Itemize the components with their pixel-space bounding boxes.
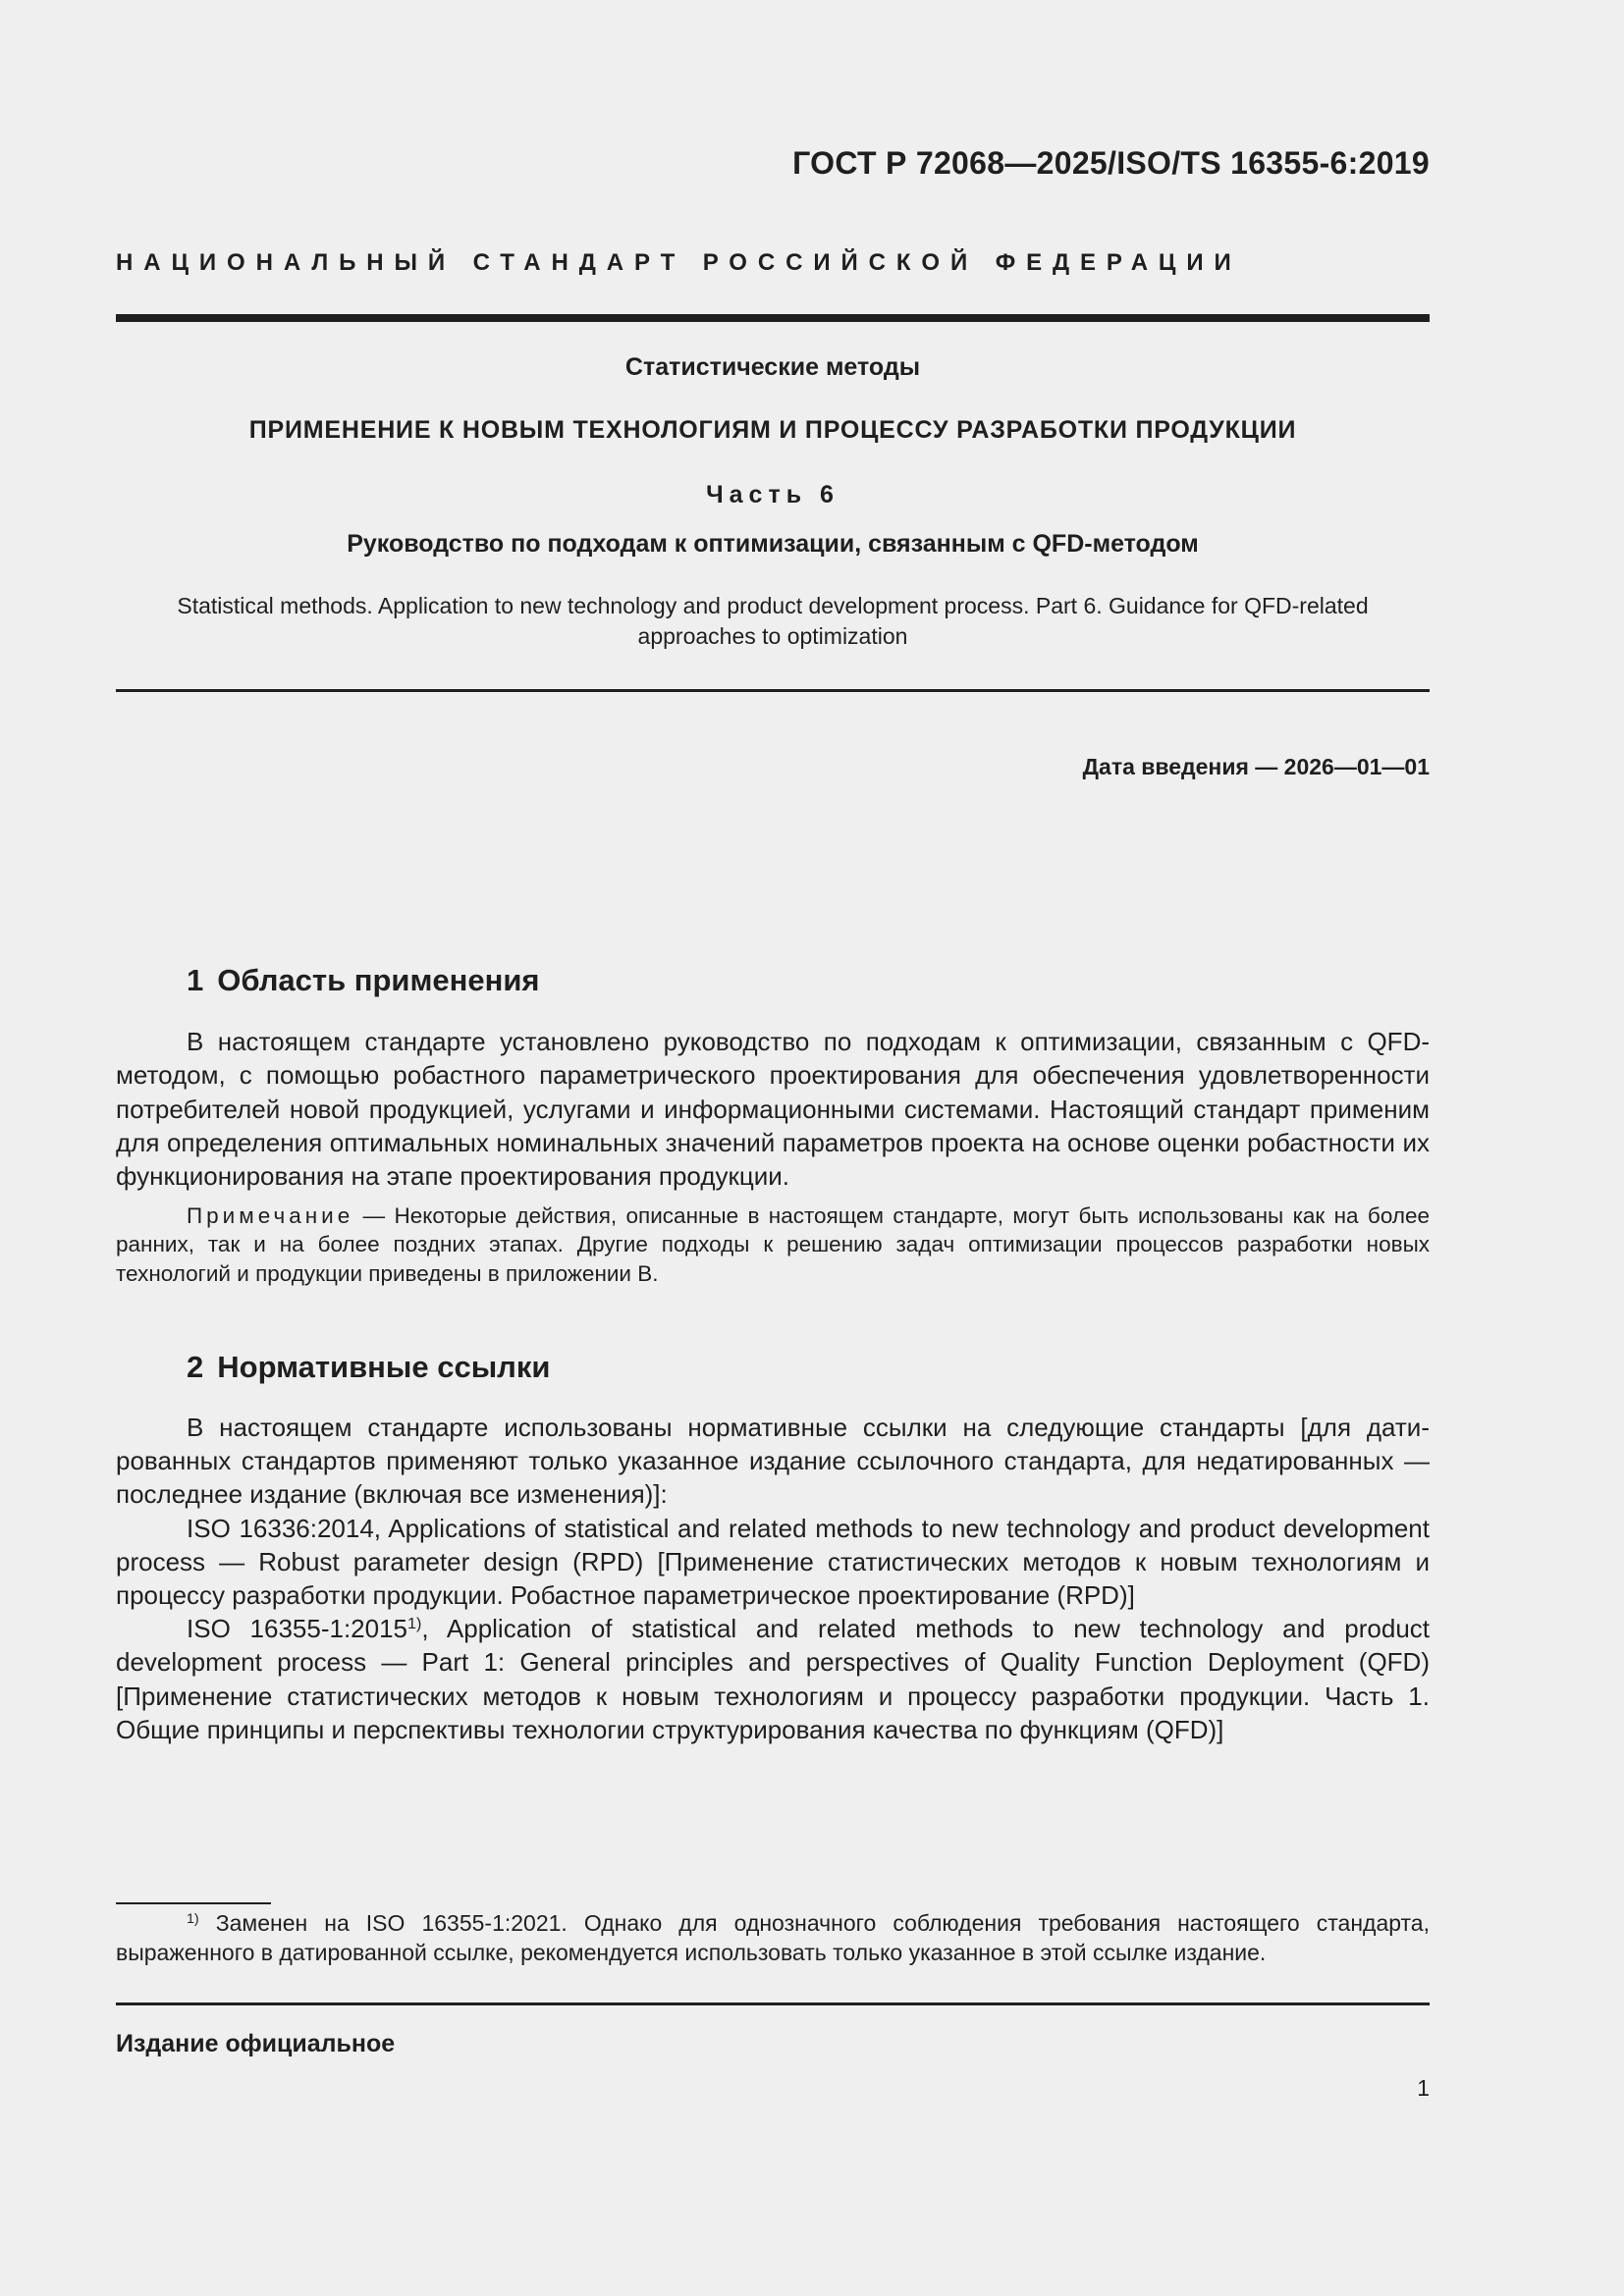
section-2-title: Нормативные ссылки xyxy=(217,1350,551,1384)
footnote-marker: 1) xyxy=(407,1615,422,1633)
section-2-body xyxy=(116,1411,1430,1746)
section-1-paragraph: В настоящем стандарте установлено руководство по подходам к оптимизации, связанным с QFD-методом, с помощью робастного параметрического проектирования для обеспечения удовлетворенности потребителей новой продукцией, услугами и информационными системами. Настоящий стандарт применим для определения оптимальных номинальных значений параметров проекта на основе оценки робастности их функционирования на этапе проектирования продукции. xyxy=(116,1027,1430,1192)
part-label: Часть 6 xyxy=(706,481,839,508)
normative-reference-2 xyxy=(116,1612,1430,1746)
page-number: 1 xyxy=(1417,2075,1430,2101)
section-2-number: 2 xyxy=(187,1350,204,1384)
note-text: — Некоторые действия, описанные в настоящем стандарте, могут быть использованы как на более ранних, так и на более поздних этапах. Другие подходы к решению задач оптимизации процессов разработки новых технологий и продукции приведены в приложении В. xyxy=(116,1203,1430,1286)
reference-2-code: ISO 16355-1:2015 xyxy=(187,1614,408,1644)
english-title-line2: approaches to optimization xyxy=(637,623,908,649)
english-title-line1: Statistical methods. Application to new technology and product development process. Part 6. Guidance for QFD-related xyxy=(177,593,1369,618)
normative-reference-1: ISO 16336:2014, Applications of statistical and related methods to new technology and product development process — Robust parameter design (RPD) [Применение статистических методов к новым технологиям и процессу разработки продукции. Робастное параметрическое проектирование (RPD)] xyxy=(116,1513,1430,1611)
title-bottom-rule xyxy=(116,689,1430,692)
section-1-body xyxy=(116,1025,1430,1193)
section-2-intro: В настоящем стандарте использованы нормативные ссылки на следующие стандарты [для датированных стандартов применяют только указанное издание ссылочного стандарта, для недатированных — последнее издание (включая все изменения)]: xyxy=(116,1413,1430,1510)
thick-top-rule xyxy=(116,314,1430,322)
main-title: ПРИМЕНЕНИЕ К НОВЫМ ТЕХНОЛОГИЯМ И ПРОЦЕССУ РАЗРАБОТКИ ПРОДУКЦИИ xyxy=(248,416,1297,444)
note-label: Примечание xyxy=(187,1203,354,1228)
standard-designation: ГОСТ Р 72068—2025/ISO/TS 16355-6:2019 xyxy=(792,145,1430,181)
section-1-number: 1 xyxy=(187,963,204,997)
introduction-date: Дата введения — 2026—01—01 xyxy=(1082,754,1430,779)
official-edition-label: Издание официальное xyxy=(116,2030,396,2057)
national-standard-heading: НАЦИОНАЛЬНЫЙ СТАНДАРТ РОССИЙСКОЙ ФЕДЕРАЦИИ xyxy=(116,249,1242,276)
section-1-title: Область применения xyxy=(217,963,540,997)
english-title xyxy=(116,591,1430,652)
footnote-text: Заменен на ISO 16355-1:2021. Однако для однозначного соблюдения требования настоящего стандарта, выраженного в датированной ссылке, рекомендуется использовать только указанное в этой ссылке издание. xyxy=(116,1910,1430,1965)
footnote-number: 1) xyxy=(187,1911,199,1928)
reference-2-text: , Application of statistical and related methods to new technology and product development process — Part 1: General principles and perspectives of Quality Function Deployment (QFD) [Применение статистических методов к новым технологиям и процессу разработки продукции. Часть 1. Общие принципы и перспективы технологии структурирования качества по функциям (QFD)] xyxy=(116,1614,1431,1744)
section-1-heading xyxy=(187,963,540,998)
section-1-note xyxy=(116,1201,1430,1288)
section-2-heading xyxy=(187,1350,550,1385)
footnote-separator xyxy=(116,1902,271,1904)
part-subtitle: Руководство по подходам к оптимизации, связанным с QFD-методом xyxy=(347,530,1199,558)
footnote xyxy=(116,1908,1430,1967)
footer-rule xyxy=(116,2002,1430,2005)
series-title: Статистические методы xyxy=(624,353,921,381)
